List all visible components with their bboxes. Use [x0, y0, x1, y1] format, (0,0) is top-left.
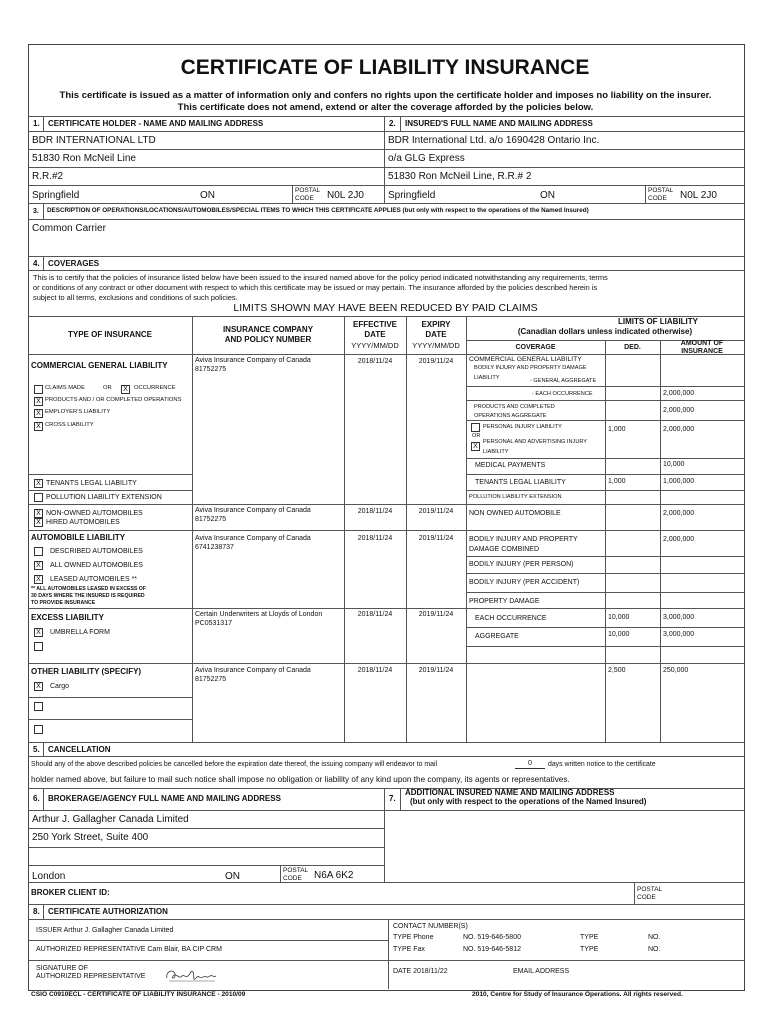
broker-city: London — [32, 871, 66, 882]
personal-amount: 2,000,000 — [663, 426, 695, 433]
umbrella-checkbox[interactable]: X — [34, 628, 43, 637]
insured-postal-label: POSTAL CODE — [648, 187, 673, 202]
personal-advertising-1: PERSONAL AND ADVERTISING INJURY — [483, 439, 588, 445]
non-owned-amount: 2,000,000 — [663, 510, 695, 517]
excess-each-occurrence: EACH OCCURRENCE — [475, 615, 547, 622]
insured-city: Springfield — [388, 190, 436, 201]
medical-payments: MEDICAL PAYMENTS — [475, 462, 546, 469]
other-effective: 2018/11/24 — [357, 667, 393, 674]
auto-company: Aviva Insurance Company of Canada — [195, 535, 311, 542]
insured-province: ON — [540, 190, 555, 201]
broker-province: ON — [225, 871, 240, 882]
excess-label: EXCESS LIABILITY — [31, 613, 104, 622]
employers-label: EMPLOYER'S LIABILITY — [45, 409, 111, 415]
col-company-2: AND POLICY NUMBER — [224, 335, 312, 344]
holder-address-1: 51830 Ron McNeil Line — [32, 153, 136, 164]
other-policy: 81752275 — [195, 676, 227, 683]
personal-or: OR — [472, 433, 481, 439]
cancellation-text-2: days written notice to the certificate — [548, 761, 656, 768]
cgl-effective: 2018/11/24 — [357, 358, 393, 365]
hired-checkbox[interactable]: X — [34, 518, 43, 527]
excess-policy: PC0531317 — [195, 620, 232, 627]
auto-bi-pd-2: DAMAGE COMBINED — [469, 546, 540, 553]
coverages-text-1: This is to certify that the policies of insurance listed below have been issued to the insured named above for the policy period indicated notwithstanding any requirements, terms — [33, 273, 608, 282]
auto-label: AUTOMOBILE LIABILITY — [31, 533, 126, 542]
auto-effective: 2018/11/24 — [357, 535, 393, 542]
cgl-liability: LIABILITY — [474, 375, 500, 381]
cgl-each-occurrence: - EACH OCCURRENCE — [532, 391, 593, 397]
phone-number: NO. 519-646-5800 — [463, 934, 521, 941]
medical-amount: 10,000 — [663, 461, 685, 468]
excess-expiry: 2019/11/24 — [418, 611, 454, 618]
holder-address-2: R.R.#2 — [32, 171, 64, 182]
intro-line-1: This certificate is issued as a matter of information only and confers no rights upon the certificate holder and imposes no liability on the insurer. — [59, 90, 712, 101]
broker-heading: BROKERAGE/AGENCY FULL NAME AND MAILING ADDRESS — [48, 794, 281, 803]
holder-postal: N0L 2J0 — [327, 190, 364, 201]
additional-heading-num: 7. — [389, 794, 396, 803]
col-company-1: INSURANCE COMPANY — [222, 325, 314, 334]
cgl-label: COMMERCIAL GENERAL LIABILITY — [31, 361, 168, 370]
other-checkbox-3[interactable] — [34, 725, 43, 734]
insured-heading-num: 2. — [389, 119, 396, 128]
page-title: CERTIFICATE OF LIABILITY INSURANCE — [180, 56, 590, 79]
signature-label-2: AUTHORIZED REPRESENTATIVE — [36, 973, 146, 980]
insured-name: BDR International Ltd. a/o 1690428 Ontario Inc. — [388, 135, 600, 146]
certificate-frame — [28, 44, 745, 991]
cgl-general-aggregate: - GENERAL AGGREGATE — [530, 378, 597, 384]
type-4: TYPE — [580, 946, 599, 953]
cgl-coverage-heading: COMMERCIAL GENERAL LIABILITY — [469, 356, 582, 363]
products-checkbox[interactable]: X — [34, 397, 43, 406]
cross-label: CROSS LIABILITY — [45, 422, 94, 428]
non-owned-label: NON-OWNED AUTOMOBILES — [46, 510, 143, 517]
leased-note-2: 30 DAYS WHERE THE INSURED IS REQUIRED — [31, 593, 145, 599]
excess-aggregate: AGGREGATE — [475, 633, 519, 640]
tenants-amount: 1,000,000 — [663, 478, 695, 485]
signature-image — [163, 964, 221, 986]
cargo-checkbox[interactable]: X — [34, 682, 43, 691]
col-limits-2: (Canadian dollars unless indicated otherwise) — [517, 327, 693, 336]
other-expiry: 2019/11/24 — [418, 667, 454, 674]
additional-heading-1: ADDITIONAL INSURED NAME AND MAILING ADDRESS — [405, 788, 615, 797]
insured-postal: N0L 2J0 — [680, 190, 717, 201]
occurrence-label: OCCURRENCE — [134, 385, 176, 391]
coverages-text-2: or conditions of any contract or other document with respect to which this certificate may be issued or may pertain. The insurance afforded by the policies described herein is — [33, 283, 598, 292]
umbrella-label: UMBRELLA FORM — [50, 629, 110, 636]
coverages-heading-num: 4. — [33, 259, 40, 268]
fax-number: NO. 519-646-5812 — [463, 946, 521, 953]
footer-copyright: 2010, Centre for Study of Insurance Operations. All rights reserved. — [472, 991, 683, 998]
cgl-each-amount: 2,000,000 — [663, 390, 695, 397]
excess-company: Certain Underwriters at Lloyds of London — [195, 611, 323, 618]
cancellation-heading: CANCELLATION — [48, 745, 111, 754]
coverages-text-3: subject to all terms, exclusions and conditions of such policies. — [33, 293, 238, 302]
cancellation-text-3: holder named above, but failure to mail such notice shall impose no obligation or liability of any kind upon the company, its agents or representatives. — [31, 775, 570, 784]
broker-name: Arthur J. Gallagher Canada Limited — [32, 814, 189, 825]
cgl-products-1: PRODUCTS AND COMPLETED — [474, 404, 555, 410]
fax-type: TYPE Fax — [393, 946, 425, 953]
holder-city: Springfield — [32, 190, 80, 201]
auth-heading-num: 8. — [33, 907, 40, 916]
pollution-checkbox[interactable] — [34, 493, 43, 502]
cancellation-heading-num: 5. — [33, 745, 40, 754]
non-owned-company: Aviva Insurance Company of Canada — [195, 507, 311, 514]
authorization-date: DATE 2018/11/22 — [393, 968, 448, 975]
footer-form-id: CSIO C0910ECL - CERTIFICATE OF LIABILITY INSURANCE - 2010/09 — [31, 991, 246, 998]
col-expiry-3: YYYY/MM/DD — [412, 341, 460, 350]
signature-label-1: SIGNATURE OF — [36, 965, 88, 972]
other-ded: 2,500 — [608, 667, 626, 674]
personal-advertising-2: LIABILITY — [483, 449, 509, 455]
other-liability-label: OTHER LIABILITY (SPECIFY) — [31, 667, 142, 676]
notice-days: 0 — [515, 760, 545, 769]
auth-heading: CERTIFICATE AUTHORIZATION — [48, 907, 168, 916]
tenants-ded: 1,000 — [608, 478, 626, 485]
other-company: Aviva Insurance Company of Canada — [195, 667, 311, 674]
occurrence-checkbox[interactable]: X — [121, 385, 130, 394]
pollution-coverage: POLLUTION LIABILITY EXTENSION — [469, 494, 562, 500]
cgl-policy: 81752275 — [195, 366, 227, 373]
pollution-label: POLLUTION LIABILITY EXTENSION — [46, 494, 162, 501]
leased-note-1: ** ALL AUTOMOBILES LEASED IN EXCESS OF — [31, 586, 147, 592]
auto-amount: 2,000,000 — [663, 536, 695, 543]
insured-heading: INSURED'S FULL NAME AND MAILING ADDRESS — [405, 119, 593, 128]
broker-postal: N6A 6K2 — [314, 870, 354, 881]
description-text: Common Carrier — [32, 223, 106, 234]
intro-line-2: This certificate does not amend, extend or alter the coverage afforded by the policies below. — [177, 102, 594, 113]
tenants-label: TENANTS LEGAL LIABILITY — [46, 480, 137, 487]
holder-postal-label: POSTAL CODE — [295, 187, 320, 202]
tenants-coverage: TENANTS LEGAL LIABILITY — [475, 479, 566, 486]
insured-address-1: o/a GLG Express — [388, 153, 465, 164]
leased-note-3: TO PROVIDE INSURANCE — [31, 600, 96, 606]
hired-label: HIRED AUTOMOBILES — [46, 519, 120, 526]
excess-extra-checkbox[interactable] — [34, 642, 43, 651]
auto-bi-pd-1: BODILY INJURY AND PROPERTY — [469, 536, 578, 543]
description-heading-num: 3. — [33, 208, 39, 215]
col-ded: DED. — [624, 344, 641, 351]
col-expiry-1: EXPIRY — [421, 320, 451, 329]
non-owned-coverage: NON OWNED AUTOMOBILE — [469, 510, 561, 517]
cgl-bi-pd: BODILY INJURY AND PROPERTY DAMAGE — [474, 365, 587, 371]
described-auto-label: DESCRIBED AUTOMOBILES — [50, 548, 143, 555]
excess-aggregate-ded: 10,000 — [608, 631, 630, 638]
col-limits-1: LIMITS OF LIABILITY — [618, 317, 698, 326]
non-owned-expiry: 2019/11/24 — [418, 508, 454, 515]
col-effective-2: DATE — [364, 330, 386, 339]
holder-heading-num: 1. — [33, 119, 40, 128]
col-coverage: COVERAGE — [515, 344, 556, 351]
auto-expiry: 2019/11/24 — [418, 535, 454, 542]
limits-reduced-notice: LIMITS SHOWN MAY HAVE BEEN REDUCED BY PAID CLAIMS — [233, 302, 538, 314]
all-owned-checkbox[interactable]: X — [34, 561, 43, 570]
authorized-representative: AUTHORIZED REPRESENTATIVE Cam Blair, BA CIP CRM — [36, 946, 222, 953]
cgl-expiry: 2019/11/24 — [418, 358, 454, 365]
holder-province: ON — [200, 190, 215, 201]
col-effective-1: EFFECTIVE — [352, 320, 397, 329]
col-amount-1: AMOUNT OF — [680, 340, 724, 347]
non-owned-effective: 2018/11/24 — [357, 508, 393, 515]
broker-postal-label: POSTAL CODE — [283, 867, 308, 882]
cgl-products-amount: 2,000,000 — [663, 407, 695, 414]
email-address-label: EMAIL ADDRESS — [513, 968, 570, 975]
type-3: TYPE — [580, 934, 599, 941]
other-amount: 250,000 — [663, 667, 689, 674]
non-owned-policy: 81752275 — [195, 516, 227, 523]
excess-aggregate-amount: 3,000,000 — [663, 631, 695, 638]
no-3: NO. — [648, 934, 661, 941]
all-owned-label: ALL OWNED AUTOMOBILES — [50, 562, 143, 569]
additional-heading-2: (but only with respect to the operations of the Named Insured) — [410, 797, 647, 806]
broker-client-id: BROKER CLIENT ID: — [31, 888, 110, 897]
employers-checkbox[interactable]: X — [34, 409, 43, 418]
coverages-heading: COVERAGES — [48, 259, 100, 268]
col-expiry-2: DATE — [425, 330, 447, 339]
tenants-checkbox[interactable]: X — [34, 479, 43, 488]
leased-label: LEASED AUTOMOBILES ** — [50, 576, 138, 583]
other-checkbox-2[interactable] — [34, 702, 43, 711]
or-label: OR — [103, 385, 112, 391]
auto-policy: 6741238737 — [195, 544, 234, 551]
auto-property-damage: PROPERTY DAMAGE — [469, 598, 540, 605]
auto-bi-person: BODILY INJURY (PER PERSON) — [469, 561, 574, 568]
personal-injury-checkbox[interactable] — [471, 423, 480, 432]
claims-made-checkbox[interactable] — [34, 385, 43, 394]
col-type-of-insurance: TYPE OF INSURANCE — [67, 330, 152, 339]
phone-type: TYPE Phone — [393, 934, 434, 941]
insured-address-2: 51830 Ron McNeil Line, R.R.# 2 — [388, 171, 532, 182]
excess-effective: 2018/11/24 — [357, 611, 393, 618]
claims-made-label: CLAIMS MADE — [45, 385, 85, 391]
contact-numbers-label: CONTACT NUMBER(S) — [393, 923, 468, 930]
issuer: ISSUER Arthur J. Gallagher Canada Limited — [36, 927, 174, 934]
col-amount-2: INSURANCE — [681, 348, 723, 355]
cargo-label: Cargo — [50, 683, 70, 690]
excess-each-ded: 10,000 — [608, 614, 630, 621]
cancellation-text-1: Should any of the above described policies be cancelled before the expiration date thereof, the issuing company will endeavor to mail — [31, 761, 438, 768]
excess-each-amount: 3,000,000 — [663, 614, 695, 621]
cross-checkbox[interactable]: X — [34, 422, 43, 431]
leased-checkbox[interactable]: X — [34, 575, 43, 584]
described-auto-checkbox[interactable] — [34, 547, 43, 556]
personal-ded: 1,000 — [608, 426, 626, 433]
personal-injury-label: PERSONAL INJURY LIABILITY — [483, 424, 562, 430]
personal-advertising-checkbox[interactable]: X — [471, 442, 480, 451]
cgl-company: Aviva Insurance Company of Canada — [195, 357, 311, 364]
no-4: NO. — [648, 946, 661, 953]
cgl-products-2: OPERATIONS AGGREGATE — [474, 413, 547, 419]
broker-heading-num: 6. — [33, 794, 40, 803]
holder-name: BDR INTERNATIONAL LTD — [32, 135, 156, 146]
auto-bi-accident: BODILY INJURY (PER ACCIDENT) — [469, 579, 580, 586]
description-heading: DESCRIPTION OF OPERATIONS/LOCATIONS/AUTOMOBILES/SPECIAL ITEMS TO WHICH THIS CERTIFICATE APPLIES (but only with respect to the operations of the Named Insured) — [47, 207, 589, 214]
broker-address: 250 York Street, Suite 400 — [32, 832, 149, 843]
additional-postal-label: POSTAL CODE — [637, 886, 662, 901]
holder-heading: CERTIFICATE HOLDER - NAME AND MAILING ADDRESS — [48, 119, 264, 128]
col-effective-3: YYYY/MM/DD — [351, 341, 399, 350]
products-label: PRODUCTS AND / OR COMPLETED OPERATIONS — [45, 397, 182, 403]
non-owned-checkbox[interactable]: X — [34, 509, 43, 518]
